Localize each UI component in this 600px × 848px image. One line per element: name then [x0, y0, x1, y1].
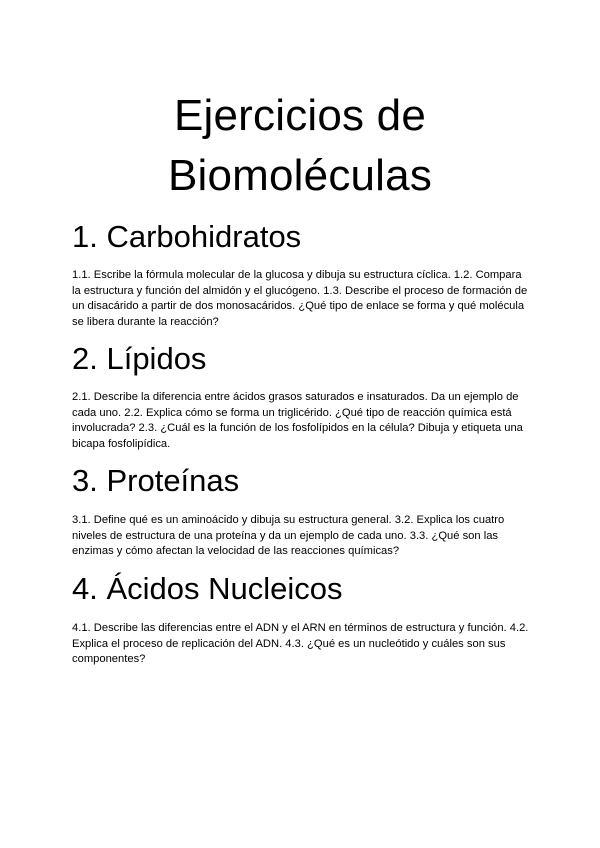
section-heading-proteinas: 3. Proteínas — [72, 463, 240, 498]
section-heading-carbohidratos: 1. Carbohidratos — [72, 219, 302, 254]
section-heading-acidos-nucleicos: 4. Ácidos Nucleicos — [72, 571, 343, 606]
section-body-acidos-nucleicos: 4.1. Describe las diferencias entre el ADN y el ARN en términos de estructura y función. 4.2. Explica el proceso de replicación del ADN. 4.3. ¿Qué es un nucleótido y cuáles son sus componentes? — [72, 622, 529, 665]
section-body-proteinas: 3.1. Define qué es un aminoácido y dibuja su estructura general. 3.2. Explica los cuatro niveles de estructura de una proteína y da un ejemplo de cada uno. 3.3. ¿Qué son las enzimas y cómo afectan la velocidad de las reacciones químicas? — [72, 514, 505, 557]
section-body-lipidos: 2.1. Describe la diferencia entre ácidos grasos saturados e insaturados. Da un ejemplo de cada uno. 2.2. Explica cómo se forma un triglicérido. ¿Qué tipo de reacción química está involucrada? 2.3. ¿Cuál es la función de los fosfolípidos en la célula? Dibuja y etiqueta una bicapa fosfolipídica. — [72, 391, 523, 450]
document-title: Ejercicios de Biomoléculas — [167, 91, 433, 200]
section-heading-lipidos: 2. Lípidos — [72, 341, 207, 376]
section-body-carbohidratos: 1.1. Escribe la fórmula molecular de la glucosa y dibuja su estructura cíclica. 1.2. Compara la estructura y función del almidón y el glucógeno. 1.3. Describe el proceso de formación de un disacárido a partir de dos monosacáridos. ¿Qué tipo de enlace se forma y qué molécula se libera durante la reacción? — [72, 269, 528, 328]
